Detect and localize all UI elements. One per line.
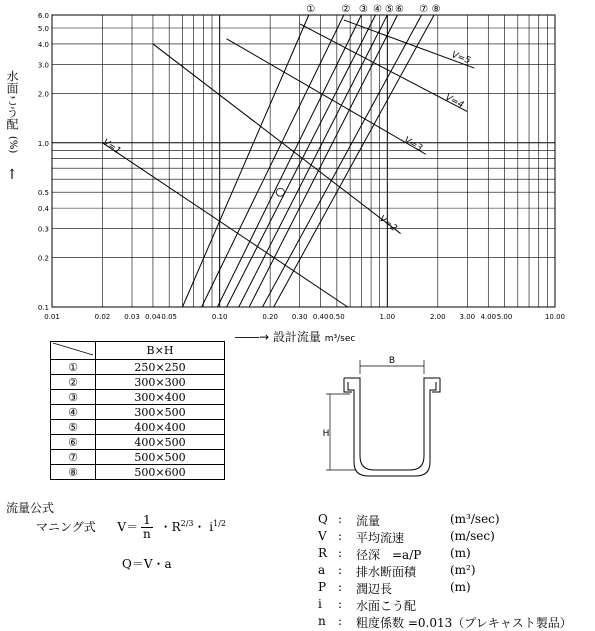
table-row — [51, 420, 225, 435]
x-tick-label: 0.20 — [262, 313, 278, 321]
x-tick-label: 0.04 — [145, 313, 161, 321]
row-number: ③ — [51, 390, 96, 405]
legend-symbol: a — [318, 563, 326, 577]
y-tick-label: 1.0 — [37, 139, 49, 148]
size-table — [50, 341, 225, 480]
section-line-label: ① — [306, 4, 316, 15]
legend-unit: (m) — [450, 580, 471, 594]
channel-cross-section — [320, 352, 450, 492]
row-size: 400×500 — [96, 435, 225, 450]
width-label: B — [388, 356, 396, 366]
x-tick-label: 5.00 — [496, 313, 513, 321]
legend-unit: (m/sec) — [450, 529, 495, 543]
y-tick-label: 5.0 — [37, 25, 49, 34]
row-number: ① — [51, 360, 96, 375]
velocity-line-label: V=5 — [450, 50, 472, 67]
table-row — [51, 390, 225, 405]
legend-colon: : — [338, 614, 343, 628]
right-arrow-icon: ――→ — [235, 330, 270, 344]
x-axis-unit: m³/sec — [324, 334, 356, 344]
legend-description: 水面こう配 — [356, 599, 417, 613]
section-line-label: ③ — [358, 4, 368, 15]
y-tick-label: 3.0 — [37, 61, 49, 70]
legend-unit: (m³/sec) — [450, 512, 500, 526]
x-tick-label: 0.30 — [291, 313, 308, 321]
section-line-label: ⑧ — [431, 4, 441, 15]
up-arrow-icon: ↑ — [6, 167, 18, 184]
legend-description: 径深 =a/P — [356, 548, 422, 562]
velocity-line-label: V=2 — [377, 214, 399, 234]
y-axis-unit: (%) — [7, 136, 18, 154]
legend-colon: : — [338, 512, 343, 526]
x-tick-label: 0.50 — [329, 313, 345, 321]
y-tick-label: 0.2 — [37, 254, 49, 263]
y-axis-label: 水面こう配 (%) ↑ — [5, 70, 19, 184]
y-tick-label: 0.4 — [37, 205, 49, 214]
x-tick-label: 1.00 — [379, 313, 396, 321]
fraction: $\frac{1}{n}$ — [143, 513, 151, 541]
legend-unit: (m²) — [450, 563, 476, 577]
r-term: ・R — [159, 520, 181, 534]
section-line — [202, 15, 344, 307]
legend-colon: : — [338, 580, 343, 594]
x-tick-label: 0.40 — [312, 313, 329, 321]
row-number: ② — [51, 375, 96, 390]
row-size: 500×500 — [96, 450, 225, 465]
table-corner — [51, 342, 96, 360]
x-tick-label: 3.00 — [459, 313, 476, 321]
section-line — [227, 15, 376, 307]
row-size: 300×400 — [96, 390, 225, 405]
x-tick-label: 0.02 — [94, 313, 111, 321]
y-tick-label: 0.5 — [37, 189, 49, 198]
manning-label: マニング式 — [36, 520, 96, 534]
table-row — [51, 360, 225, 375]
velocity-line-label: V=4 — [443, 92, 466, 111]
x-tick-label: 2.00 — [430, 313, 446, 321]
row-number: ⑤ — [51, 420, 96, 435]
velocity-line — [300, 24, 468, 112]
y-tick-label: 4.0 — [37, 40, 49, 49]
row-size: 500×600 — [96, 465, 225, 480]
legend-symbol: Q — [318, 512, 328, 526]
v-lhs: V＝ — [117, 520, 139, 534]
legend-colon: : — [338, 597, 343, 611]
section-line-label: ④ — [373, 4, 382, 15]
velocity-line-label: V=1 — [100, 137, 123, 157]
legend-colon: : — [338, 563, 343, 577]
table-header: B×H — [96, 342, 225, 360]
legend-description: 流量 — [356, 514, 381, 528]
manning-formula: マニング式 V＝ $\frac{1}{n}$ ・$R^{2/3}$・ $i^{1/2}$ — [36, 513, 227, 541]
table-row — [51, 450, 225, 465]
legend-colon: : — [338, 529, 343, 543]
flow-formula: Q＝V・a — [122, 557, 172, 571]
formula-title: 流量公式 — [6, 501, 55, 515]
section-line-label: ⑤ — [384, 4, 394, 15]
table-row — [51, 375, 225, 390]
x-axis-label: ――→ 設計流量 m³/sec — [235, 330, 356, 344]
y-tick-label: 6.0 — [37, 12, 49, 20]
table-row — [51, 465, 225, 480]
i-term: ・ i — [193, 520, 214, 534]
legend-unit: (m) — [450, 546, 471, 560]
section-line — [249, 15, 397, 307]
velocity-line — [153, 44, 401, 234]
row-number: ⑧ — [51, 465, 96, 480]
sample-marker — [276, 188, 284, 196]
row-size: 400×400 — [96, 420, 225, 435]
velocity-line-label: V=3 — [402, 135, 424, 154]
legend-symbol: V — [318, 529, 327, 543]
legend-description: 潤辺長 — [356, 582, 393, 596]
legend-description: 排水断面積 — [356, 565, 417, 579]
x-tick-label: 0.10 — [211, 313, 228, 321]
section-line-label: ⑥ — [395, 4, 404, 15]
legend-colon: : — [338, 546, 343, 560]
y-tick-label: 0.3 — [37, 225, 49, 234]
section-line-label: ⑦ — [419, 4, 429, 15]
velocity-line — [102, 143, 347, 307]
row-size: 300×500 — [96, 405, 225, 420]
legend-description: 平均流速 — [356, 531, 405, 545]
x-tick-label: 0.01 — [44, 313, 60, 321]
table-row — [51, 435, 225, 450]
row-number: ⑥ — [51, 435, 96, 450]
section-line — [262, 15, 421, 307]
section-line-label: ② — [341, 4, 351, 15]
y-tick-label: 0.1 — [37, 304, 49, 312]
row-number: ⑦ — [51, 450, 96, 465]
legend-symbol: i — [318, 597, 322, 611]
x-tick-label: 0.05 — [161, 313, 177, 321]
x-tick-label: 0.03 — [124, 313, 140, 321]
x-tick-label: 4.00 — [480, 313, 497, 321]
row-size: 250×250 — [96, 360, 225, 375]
legend-symbol: P — [318, 580, 327, 594]
legend-symbol: R — [318, 546, 328, 560]
table-row — [51, 405, 225, 420]
height-label: H — [322, 429, 330, 439]
legend-symbol: n — [318, 614, 326, 628]
y-tick-label: 2.0 — [37, 90, 49, 99]
section-line — [274, 15, 434, 307]
plot-frame — [52, 15, 555, 307]
x-tick-label: 10.00 — [544, 313, 566, 321]
row-number: ④ — [51, 405, 96, 420]
row-size: 300×300 — [96, 375, 225, 390]
legend-description: 粗度係数 =0.013（プレキャスト製品） — [356, 616, 572, 630]
